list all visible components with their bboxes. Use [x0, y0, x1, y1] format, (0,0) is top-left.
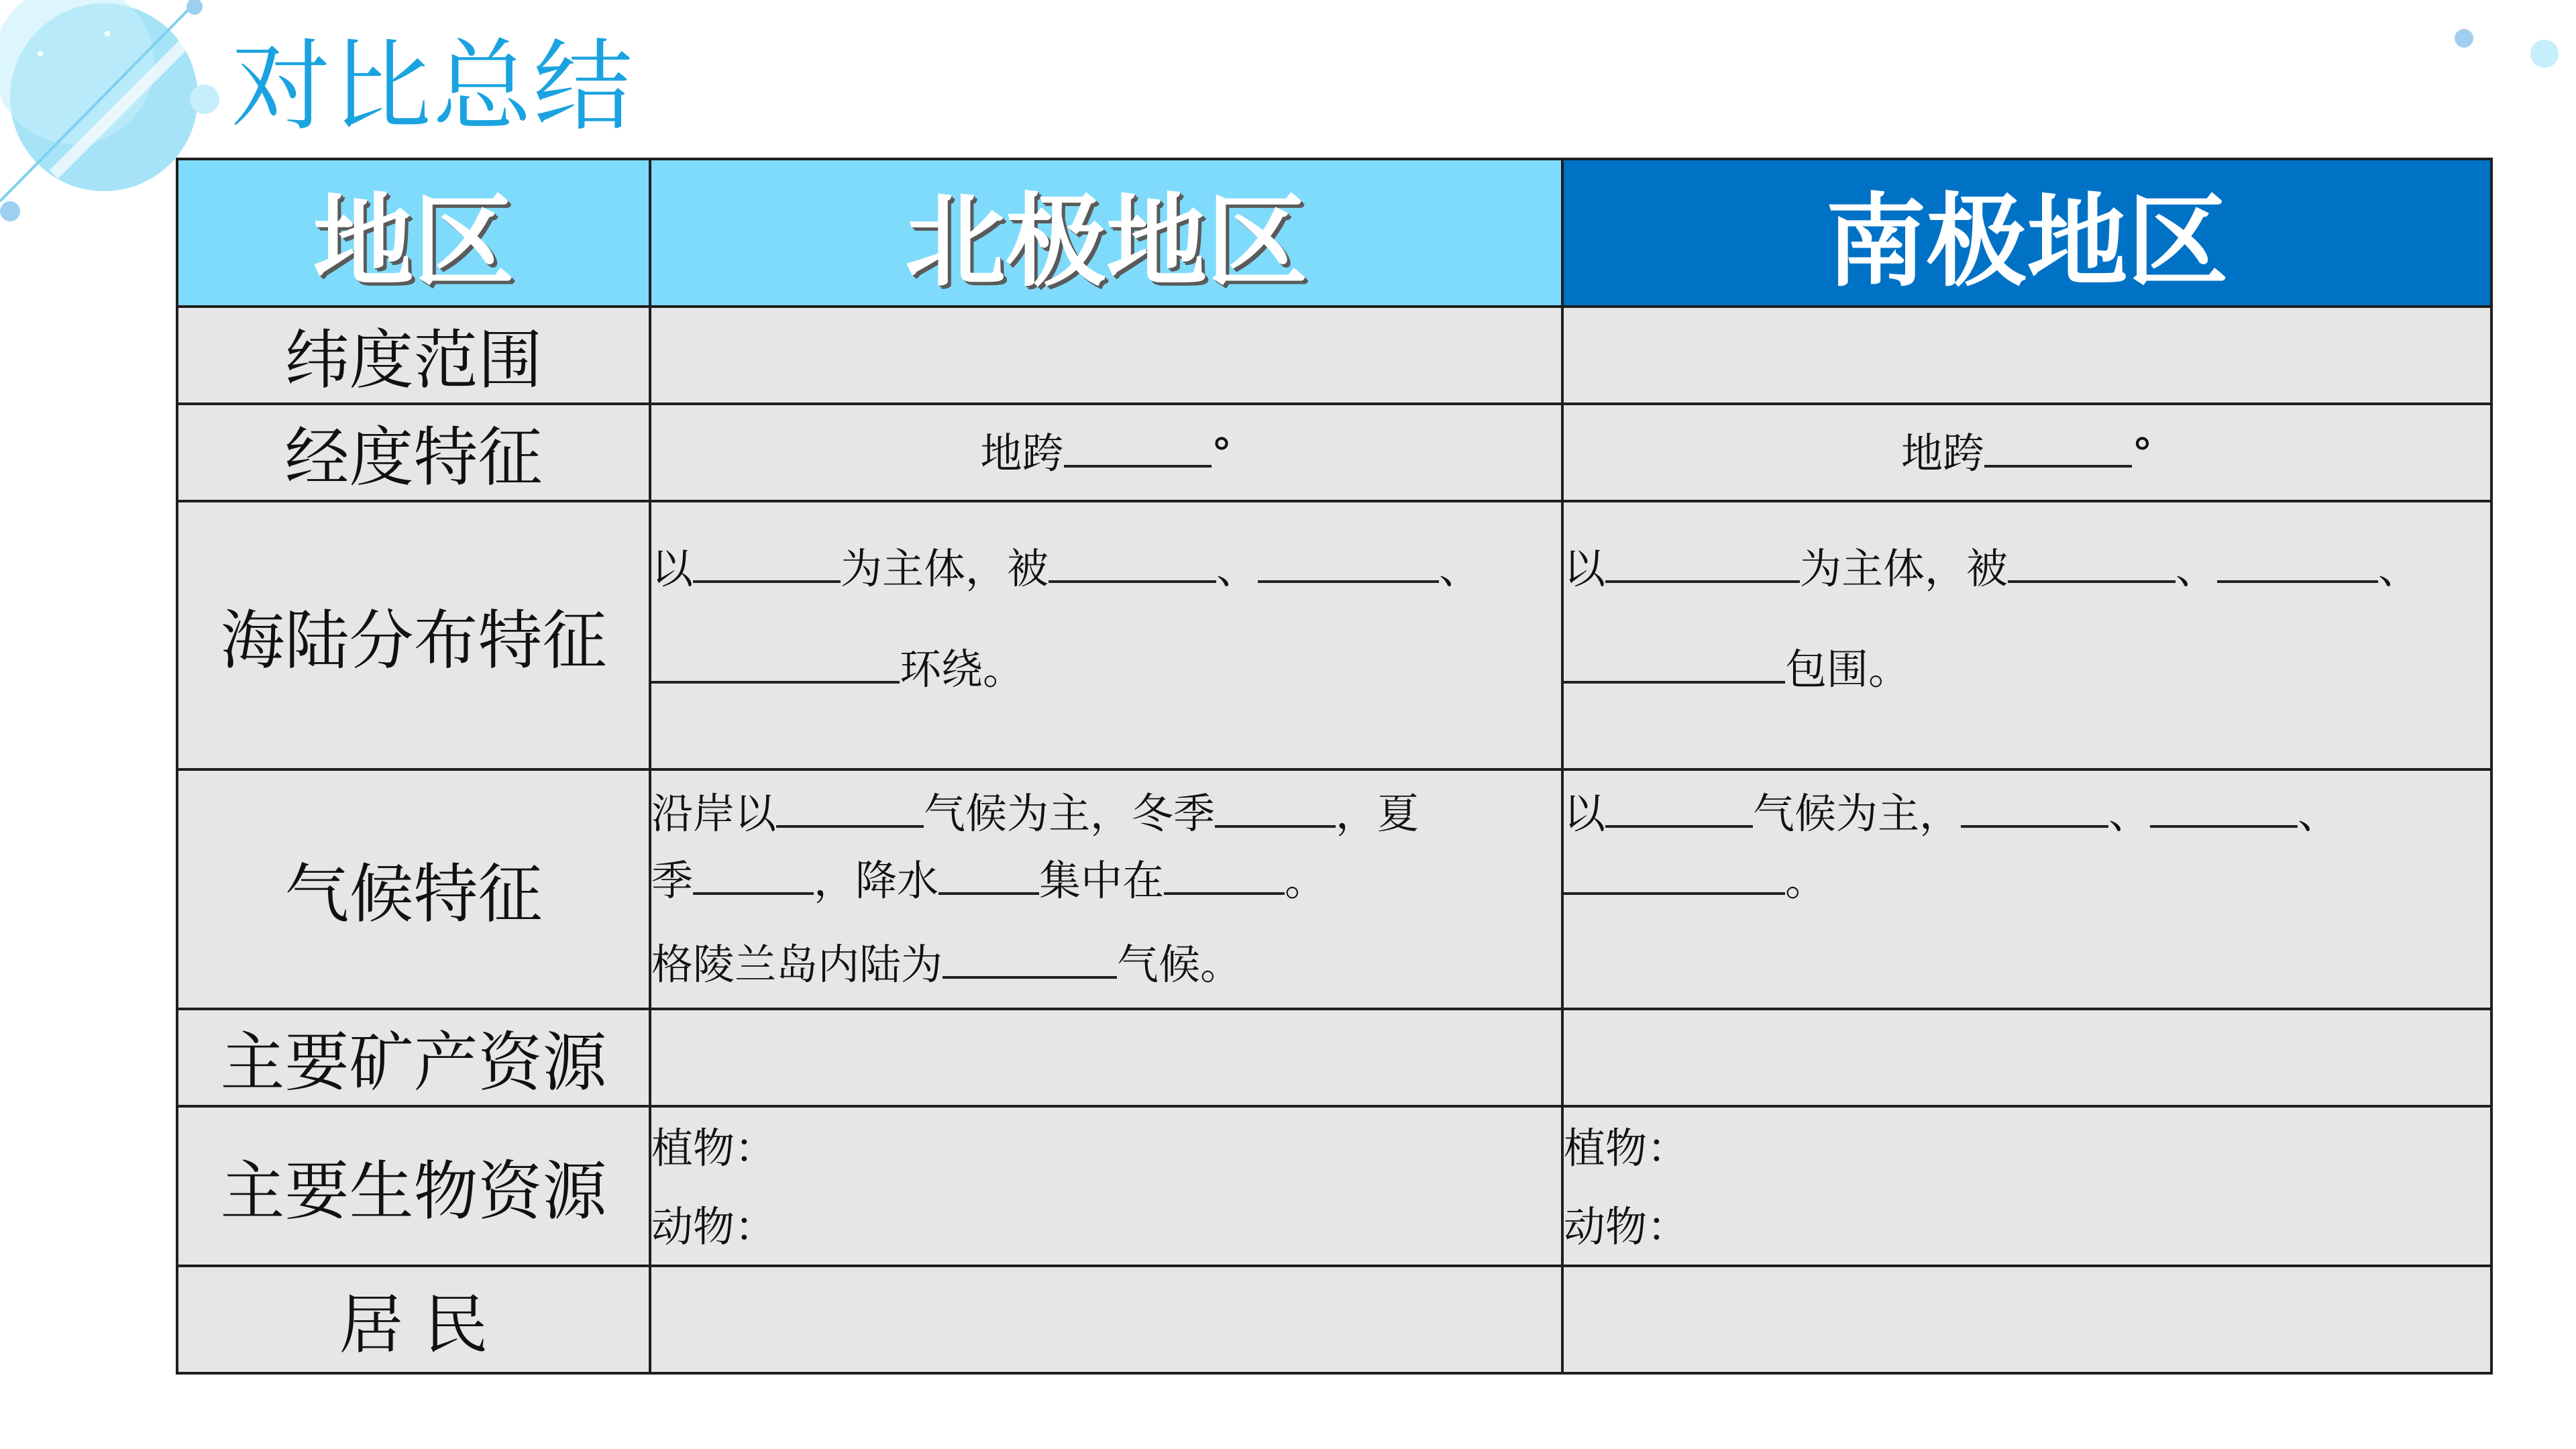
text-span: 季	[651, 856, 694, 905]
text-span: 沿岸以	[651, 789, 777, 838]
cell-antarctic-latitude	[1562, 307, 2491, 404]
text-span: 以	[651, 544, 694, 593]
cell-arctic-minerals	[650, 1009, 1562, 1106]
decorative-dots	[2402, 17, 2576, 97]
text-span: 地跨	[1900, 429, 1984, 478]
cell-arctic-longitude	[650, 404, 1562, 501]
table-row	[177, 1106, 2491, 1266]
text-span: °	[2132, 429, 2153, 478]
plants-label: 植物：	[1564, 1124, 1689, 1173]
fill-blank[interactable]	[693, 543, 841, 583]
fill-blank[interactable]	[1605, 543, 1800, 583]
text-span: 。	[1285, 856, 1327, 905]
header-arctic: 北极地区	[650, 159, 1562, 307]
table-row	[177, 1009, 2491, 1106]
text-span: 、	[2378, 544, 2420, 593]
fill-blank[interactable]	[938, 855, 1039, 895]
text-span: 以	[1564, 789, 1606, 838]
fill-blank[interactable]	[2150, 788, 2298, 828]
table-row	[177, 1266, 2491, 1373]
comparison-table	[176, 158, 2493, 1375]
fill-blank[interactable]	[1049, 543, 1216, 583]
text-span: 、	[1216, 544, 1258, 593]
text-span: 、	[2176, 544, 2218, 593]
text-span: 环绕。	[900, 645, 1025, 694]
cell-arctic-biology	[650, 1106, 1562, 1266]
text-span: 地跨	[980, 429, 1064, 478]
cell-antarctic-longitude	[1562, 404, 2491, 501]
plants-label: 植物：	[651, 1124, 777, 1173]
table-row	[177, 501, 2491, 769]
fill-blank[interactable]	[1605, 788, 1753, 828]
cell-antarctic-residents	[1562, 1266, 2491, 1373]
cell-antarctic-climate	[1562, 769, 2491, 1009]
row-label-biology: 主要生物资源	[177, 1106, 650, 1266]
text-span: 为主体，被	[841, 544, 1049, 593]
cell-antarctic-biology	[1562, 1106, 2491, 1266]
fill-blank[interactable]	[2217, 543, 2378, 583]
header-region: 地区	[177, 159, 650, 307]
fill-blank[interactable]	[1064, 427, 1212, 468]
fill-blank[interactable]	[1564, 855, 1785, 895]
fill-blank[interactable]	[651, 643, 900, 684]
header-antarctic: 南极地区	[1562, 159, 2491, 307]
fill-blank[interactable]	[2008, 543, 2176, 583]
fill-blank[interactable]	[1564, 643, 1785, 684]
page-title: 对比总结	[231, 29, 634, 144]
header-row	[177, 159, 2491, 307]
row-label-latitude: 纬度范围	[177, 307, 650, 404]
animals-label: 动物：	[1564, 1202, 1689, 1251]
cell-arctic-latitude	[650, 307, 1562, 404]
table-row	[177, 404, 2491, 501]
row-label-residents: 居 民	[177, 1266, 650, 1373]
animals-label: 动物：	[651, 1202, 777, 1251]
cell-antarctic-land-sea	[1562, 501, 2491, 769]
text-span: 气候为主，	[1753, 789, 1962, 838]
text-span: 以	[1564, 544, 1606, 593]
row-label-minerals: 主要矿产资源	[177, 1009, 650, 1106]
fill-blank[interactable]	[1258, 543, 1439, 583]
text-span: ，降水	[814, 856, 939, 905]
fill-blank[interactable]	[693, 855, 814, 895]
fill-blank[interactable]	[1164, 855, 1285, 895]
text-span: 格陵兰岛内陆为	[651, 940, 943, 989]
cell-arctic-residents	[650, 1266, 1562, 1373]
fill-blank[interactable]	[1984, 427, 2132, 468]
fill-blank[interactable]	[776, 788, 924, 828]
text-span: 。	[1785, 856, 1827, 905]
text-span: 包围。	[1785, 645, 1911, 694]
text-span: 、	[2108, 789, 2151, 838]
fill-blank[interactable]	[1961, 788, 2108, 828]
text-span: 为主体，被	[1800, 544, 2008, 593]
cell-arctic-land-sea	[650, 501, 1562, 769]
row-label-land-sea: 海陆分布特征	[177, 501, 650, 769]
table-row	[177, 769, 2491, 1009]
text-span: 、	[2298, 789, 2340, 838]
cell-arctic-climate	[650, 769, 1562, 1009]
text-span: 集中在	[1039, 856, 1165, 905]
text-span: 、	[1439, 544, 1481, 593]
row-label-longitude: 经度特征	[177, 404, 650, 501]
text-span: °	[1211, 429, 1232, 478]
row-label-climate: 气候特征	[177, 769, 650, 1009]
cell-antarctic-minerals	[1562, 1009, 2491, 1106]
text-span: 气候。	[1117, 940, 1242, 989]
fill-blank[interactable]	[1215, 788, 1336, 828]
table-row	[177, 307, 2491, 404]
fill-blank[interactable]	[943, 938, 1117, 979]
text-span: ，夏	[1336, 789, 1419, 838]
text-span: 气候为主，冬季	[924, 789, 1216, 838]
